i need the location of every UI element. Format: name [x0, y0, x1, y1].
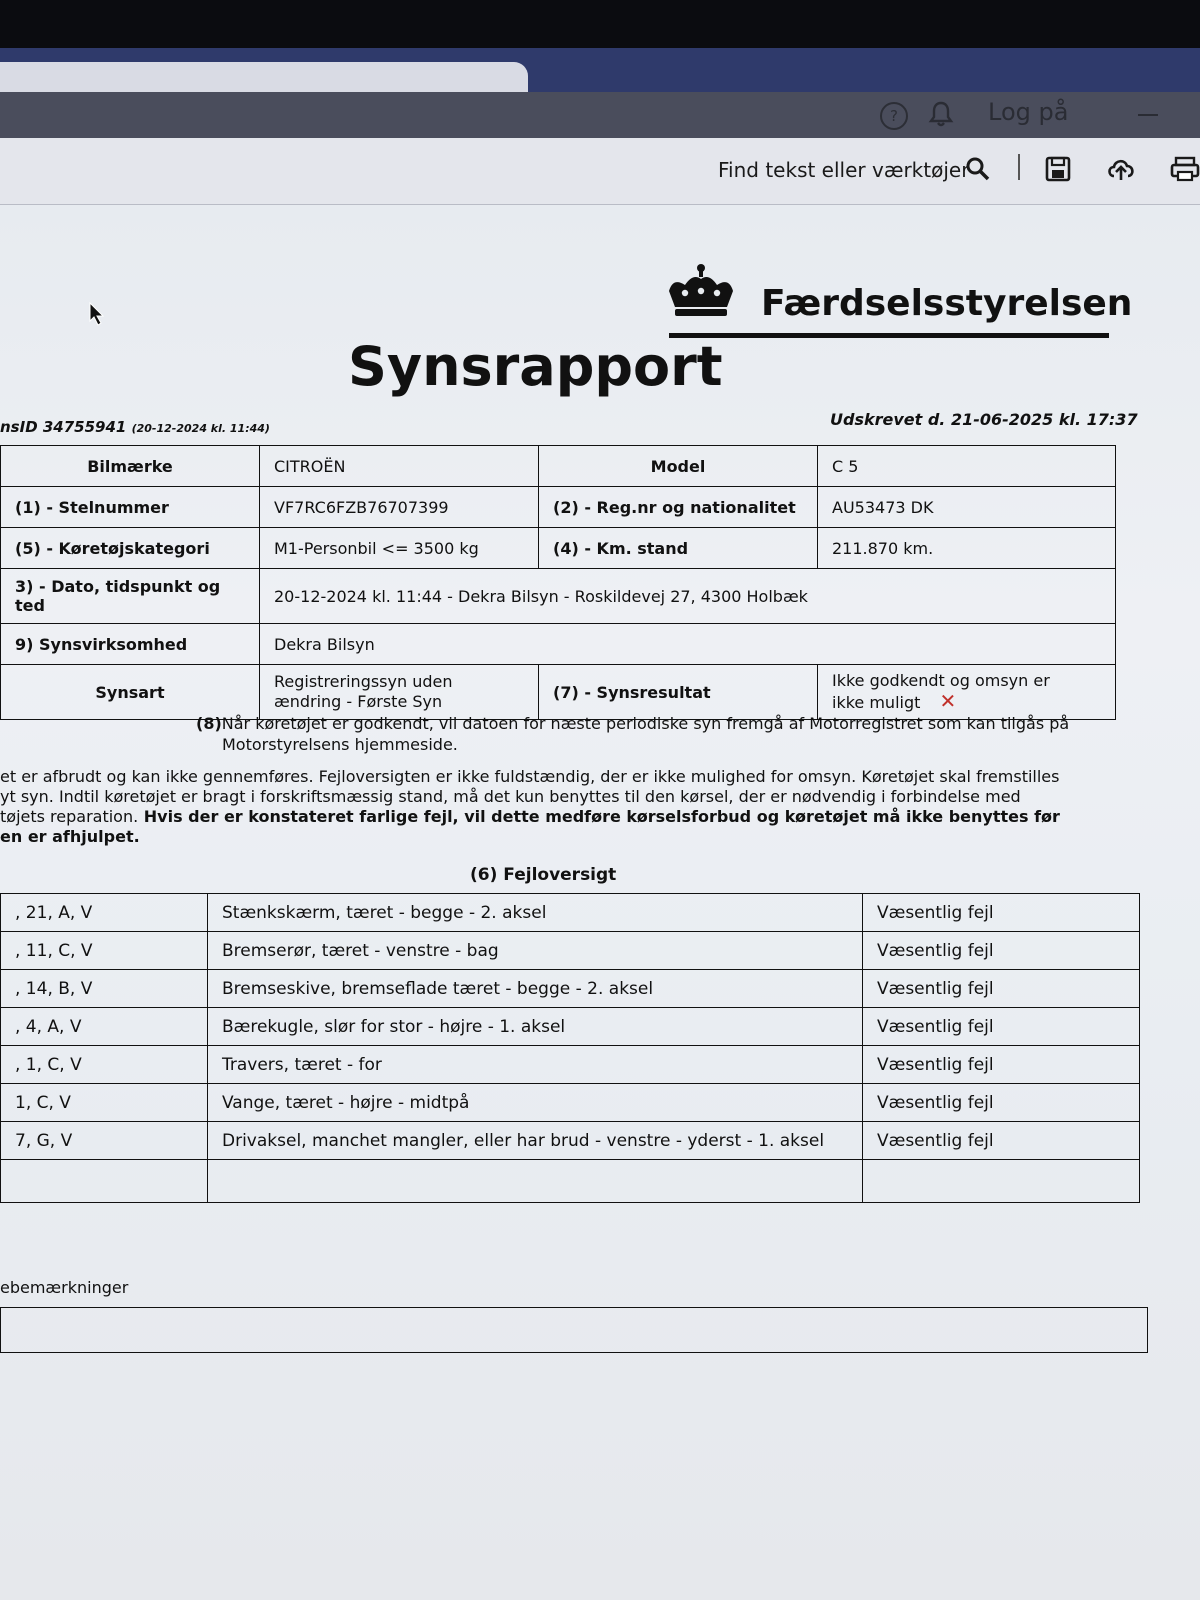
synsart-label: Synsart	[1, 665, 260, 720]
fejl-severity: Væsentlig fejl	[863, 1084, 1140, 1122]
table-row	[1, 528, 1116, 569]
fejl-desc: Vange, tæret - højre - midtpå	[208, 1084, 863, 1122]
fejl-severity: Væsentlig fejl	[863, 932, 1140, 970]
print-icon[interactable]	[1170, 156, 1200, 186]
note-8-number: (8)	[196, 714, 222, 733]
crown-icon	[663, 263, 739, 329]
save-icon[interactable]	[1045, 156, 1071, 186]
fejl-desc	[208, 1160, 863, 1203]
synsart-value	[260, 665, 539, 720]
table-row	[1, 1046, 1140, 1084]
help-icon[interactable]: ?	[880, 102, 908, 130]
km-label: (4) - Km. stand	[539, 528, 818, 569]
table-row	[1, 624, 1116, 665]
fejl-desc: Stænkskærm, tæret - begge - 2. aksel	[208, 894, 863, 932]
search-icon[interactable]	[965, 156, 991, 186]
regnr-label: (2) - Reg.nr og nationalitet	[539, 487, 818, 528]
resultat-value	[818, 665, 1116, 720]
virksomhed-value: Dekra Bilsyn	[260, 624, 1116, 665]
fejl-code: , 21, A, V	[1, 894, 208, 932]
resultat-value-line2: ikke muligt	[832, 693, 921, 712]
fejl-desc: Travers, tæret - for	[208, 1046, 863, 1084]
dato-label-line2: ted	[15, 596, 45, 615]
table-row	[1, 665, 1116, 720]
minimize-icon[interactable]	[1138, 114, 1158, 116]
synsart-value-line2: ændring - Første Syn	[274, 692, 443, 711]
kategori-value: M1-Personbil <= 3500 kg	[260, 528, 539, 569]
fejl-severity: Væsentlig fejl	[863, 970, 1140, 1008]
agency-name: Færdselsstyrelsen	[761, 283, 1133, 324]
fejl-code: , 1, C, V	[1, 1046, 208, 1084]
dato-label-line1: 3) - Dato, tidspunkt og	[15, 577, 221, 596]
table-row	[1, 487, 1116, 528]
printed-date: Udskrevet d. 21-06-2025 kl. 17:37	[830, 410, 1138, 429]
find-tools-label[interactable]: Find tekst eller værktøjer	[718, 158, 970, 182]
table-row	[1, 569, 1116, 624]
page-title: Synsrapport	[348, 335, 723, 398]
syns-id	[0, 418, 270, 436]
fejl-table	[0, 893, 1140, 1203]
virksomhed-label: 9) Synsvirksomhed	[1, 624, 260, 665]
fejl-title: (6) Fejloversigt	[470, 865, 617, 885]
fejl-code: , 14, B, V	[1, 970, 208, 1008]
table-row	[1, 1122, 1140, 1160]
fejl-severity: Væsentlig fejl	[863, 1122, 1140, 1160]
fejl-severity: Væsentlig fejl	[863, 894, 1140, 932]
dato-label	[1, 569, 260, 624]
fejl-code: , 4, A, V	[1, 1008, 208, 1046]
note-8	[196, 713, 1116, 755]
inspection-warning	[0, 767, 1130, 847]
table-row	[1, 932, 1140, 970]
document-page	[0, 205, 1200, 1600]
fejl-code: 7, G, V	[1, 1122, 208, 1160]
pdf-toolbar	[0, 138, 1200, 205]
bilmaerke-value: CITROËN	[260, 446, 539, 487]
stelnummer-value: VF7RC6FZB76707399	[260, 487, 539, 528]
syns-id-number: nsID 34755941	[0, 418, 127, 436]
table-row	[1, 1084, 1140, 1122]
synsart-value-line1: Registreringssyn uden	[274, 672, 453, 691]
fejl-severity: Væsentlig fejl	[863, 1008, 1140, 1046]
mouse-cursor-icon	[88, 301, 106, 331]
not-approved-icon: ✕	[939, 689, 957, 713]
fejl-desc: Bærekugle, slør for stor - højre - 1. aksel	[208, 1008, 863, 1046]
table-row	[1, 446, 1116, 487]
fejl-desc: Drivaksel, manchet mangler, eller har brud - venstre - yderst - 1. aksel	[208, 1122, 863, 1160]
note-8-line1: Når køretøjet er godkendt, vil datoen for næste periodiske syn fremgå af Motorregistret som kan tilgås på	[221, 714, 1070, 733]
top-strip	[0, 0, 1200, 48]
cloud-upload-icon[interactable]	[1106, 156, 1136, 186]
fejl-code: , 11, C, V	[1, 932, 208, 970]
fejl-desc: Bremserør, tæret - venstre - bag	[208, 932, 863, 970]
warning-line1: et er afbrudt og kan ikke gennemføres. Fejloversigten er ikke fuldstændig, der er ikke mulighed for omsyn. Køretøjet skal fremstilles	[0, 767, 1060, 786]
warning-line2: yt syn. Indtil køretøjet er bragt i forskriftsmæssig stand, må det kun benyttes til den kørsel, der er nødvendig i forbindelse med	[0, 787, 1021, 806]
logo-underline	[669, 333, 1109, 338]
table-row	[1, 894, 1140, 932]
regnr-value: AU53473 DK	[818, 487, 1116, 528]
fejl-severity: Væsentlig fejl	[863, 1046, 1140, 1084]
kategori-label: (5) - Køretøjskategori	[1, 528, 260, 569]
app-bar	[0, 92, 1200, 138]
note-8-line2: Motorstyrelsens hjemmeside.	[222, 735, 458, 754]
warning-line4-bold: en er afhjulpet.	[0, 827, 140, 846]
fejl-code: 1, C, V	[1, 1084, 208, 1122]
remarks-box	[0, 1307, 1148, 1353]
model-label: Model	[539, 446, 818, 487]
table-row	[1, 970, 1140, 1008]
resultat-label: (7) - Synsresultat	[539, 665, 818, 720]
bilmaerke-label: Bilmærke	[1, 446, 260, 487]
remarks-label: ebemærkninger	[0, 1278, 129, 1297]
km-value: 211.870 km.	[818, 528, 1116, 569]
table-row	[1, 1008, 1140, 1046]
table-row-empty	[1, 1160, 1140, 1203]
dato-value: 20-12-2024 kl. 11:44 - Dekra Bilsyn - Roskildevej 27, 4300 Holbæk	[260, 569, 1116, 624]
warning-line3: tøjets reparation.	[0, 807, 139, 826]
bell-icon[interactable]	[928, 100, 954, 128]
model-value: C 5	[818, 446, 1116, 487]
stelnummer-label: (1) - Stelnummer	[1, 487, 260, 528]
fejl-desc: Bremseskive, bremseflade tæret - begge - 2. aksel	[208, 970, 863, 1008]
fejl-severity	[863, 1160, 1140, 1203]
fejl-code	[1, 1160, 208, 1203]
syns-id-date: (20-12-2024 kl. 11:44)	[131, 422, 270, 435]
toolbar-divider	[1018, 154, 1020, 180]
browser-tab-active[interactable]	[0, 62, 528, 94]
login-link[interactable]: Log på	[988, 98, 1069, 126]
warning-line3-bold: Hvis der er konstateret farlige fejl, vil dette medføre kørselsforbud og køretøjet må ikke benyttes før	[138, 807, 1060, 826]
resultat-value-line1: Ikke godkendt og omsyn er	[832, 671, 1050, 690]
vehicle-info-table	[0, 445, 1116, 720]
